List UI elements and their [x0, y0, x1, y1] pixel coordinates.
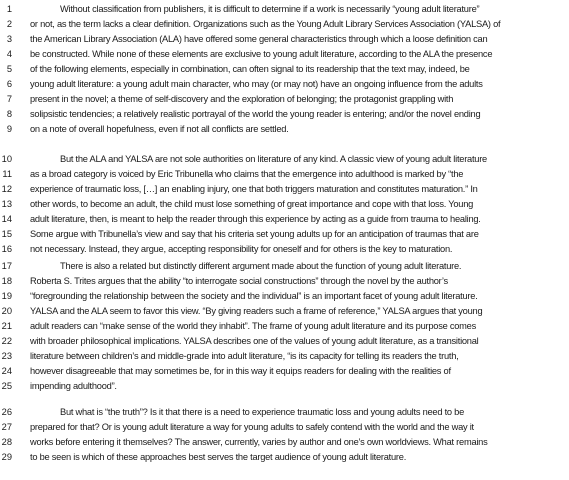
document-line [0, 152, 569, 167]
line-text: adult readers can “make sense of the world they inhabit”. The frame of young adult literature and its purpose comes [30, 321, 476, 331]
document-line [0, 2, 569, 17]
line-number: 3 [6, 34, 12, 44]
line-number: 22 [1, 336, 12, 346]
line-text: impending adulthood”. [30, 381, 117, 391]
line-text: Without classification from publishers, it is difficult to determine if a work is necessarily “young adult literature” [60, 4, 480, 14]
line-number: 15 [1, 229, 12, 239]
line-text: adult literature, then, is meant to help the reader through this experience by acting as a guide from trauma to healing. [30, 214, 481, 224]
line-number: 10 [1, 154, 12, 164]
document-line [0, 62, 569, 77]
document-line [0, 242, 569, 257]
document-line [0, 32, 569, 47]
document-line [0, 405, 569, 420]
document-line [0, 420, 569, 435]
line-text: There is also a related but distinctly different argument made about the function of young adult literature. [60, 261, 462, 271]
document-line [0, 227, 569, 242]
line-number: 19 [1, 291, 12, 301]
document-line [0, 167, 569, 182]
line-number: 20 [1, 306, 12, 316]
line-text: prepared for that? Or is young adult literature a way for young adults to safely contend with the world and the way it [30, 422, 474, 432]
document-line [0, 334, 569, 349]
document-line [0, 47, 569, 62]
document-line [0, 259, 569, 274]
line-text: experience of traumatic loss, […] an enabling injury, one that both triggers maturation and constitutes maturation.” In [30, 184, 478, 194]
line-number: 18 [1, 276, 12, 286]
document-line [0, 122, 569, 137]
document-line [0, 304, 569, 319]
line-number: 8 [6, 109, 12, 119]
line-number: 2 [6, 19, 12, 29]
line-text: Roberta S. Trites argues that the ability “to interrogate social constructions” through the novel by the author’s [30, 276, 448, 286]
line-number: 28 [1, 437, 12, 447]
document-line [0, 274, 569, 289]
line-number: 27 [1, 422, 12, 432]
line-number: 7 [6, 94, 12, 104]
document-line [0, 17, 569, 32]
line-number: 13 [1, 199, 12, 209]
line-text: be constructed. While none of these elements are exclusive to young adult literature, according to the ALA the presence [30, 49, 493, 59]
line-number: 11 [2, 169, 12, 179]
line-text: on a note of overall hopefulness, even if not all conflicts are settled. [30, 124, 289, 134]
line-number: 23 [1, 351, 12, 361]
line-text: “foregrounding the relationship between the society and the individual” is an important facet of young adult literature. [30, 291, 478, 301]
line-text: with broader philosophical implications. YALSA describes one of the values of young adult literature, as a transitional [30, 336, 479, 346]
line-text: present in the novel; a theme of self-discovery and the exploration of belonging; the protagonist grappling with [30, 94, 454, 104]
line-text: literature between children’s and middle-grade into adult literature, “is its capacity for telling its readers the truth, [30, 351, 459, 361]
line-number: 16 [1, 244, 12, 254]
document-line [0, 319, 569, 334]
line-number: 1 [6, 4, 12, 14]
document-line [0, 450, 569, 465]
line-text: But the ALA and YALSA are not sole authorities on literature of any kind. A classic view of young adult literature [60, 154, 487, 164]
line-text: other words, to become an adult, the child must lose something of great importance and cope with that loss. Young [30, 199, 474, 209]
line-text: to be seen is which of these approaches best serves the target audience of young adult literature. [30, 452, 407, 462]
line-text: however disagreeable that may sometimes be, for in this way it equips readers for dealing with the realities of [30, 366, 451, 376]
line-text: as a broad category is voiced by Eric Tribunella who claims that the emergence into adulthood is marked by “the [30, 169, 464, 179]
line-number: 26 [1, 407, 12, 417]
line-number: 9 [6, 124, 12, 134]
line-number: 21 [1, 321, 12, 331]
document-line [0, 435, 569, 450]
line-number: 25 [1, 381, 12, 391]
document-line [0, 364, 569, 379]
line-number: 29 [1, 452, 12, 462]
line-text: the American Library Association (ALA) have offered some general characteristics through which a loose definition can [30, 34, 488, 44]
line-number: 24 [1, 366, 12, 376]
line-number: 5 [6, 64, 12, 74]
document-line [0, 77, 569, 92]
line-number: 4 [6, 49, 12, 59]
document-line [0, 349, 569, 364]
document-line [0, 107, 569, 122]
document-line [0, 379, 569, 394]
line-text: Some argue with Tribunella’s view and say that his criteria set young adults up for an anticipation of traumas that are [30, 229, 479, 239]
line-text: YALSA and the ALA seem to favor this view. “By giving readers such a frame of reference,” YALSA argues that young [30, 306, 483, 316]
line-number: 17 [1, 261, 12, 271]
document-line [0, 92, 569, 107]
document-line [0, 289, 569, 304]
line-number: 12 [1, 184, 12, 194]
line-number: 6 [6, 79, 12, 89]
line-text: of the following elements, especially in combination, can often signal to its readership that the text may, indeed, be [30, 64, 470, 74]
line-text: or not, as the term lacks a clear definition. Organizations such as the Young Adult Library Services Association (YALSA) of [30, 19, 501, 29]
line-text: not necessary. Instead, they argue, accepting responsibility for oneself and for others is the key to maturation. [30, 244, 453, 254]
line-number: 14 [1, 214, 12, 224]
document-line [0, 182, 569, 197]
line-text: solipsistic tendencies; a relatively realistic portrayal of the world the young reader is entering; and/or the novel ending [30, 109, 481, 119]
line-text: works before entering it themselves? The answer, currently, varies by author and one’s own worldviews. What remains [30, 437, 488, 447]
line-text: young adult literature: a young adult main character, who may (or may not) have an ongoing influence from the adults [30, 79, 483, 89]
document-line [0, 212, 569, 227]
line-text: But what is “the truth”? Is it that there is a need to experience traumatic loss and young adults need to be [60, 407, 465, 417]
document-line [0, 197, 569, 212]
